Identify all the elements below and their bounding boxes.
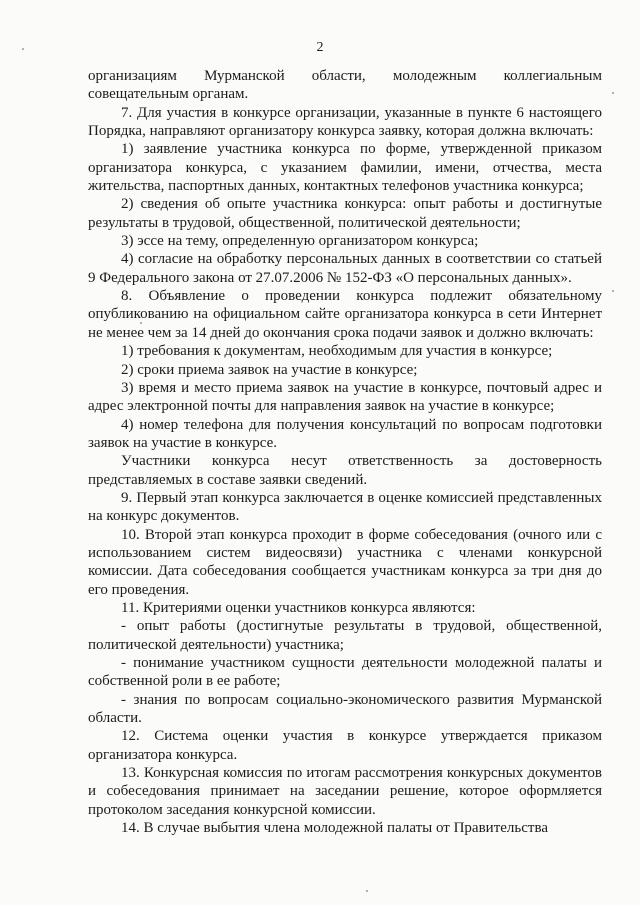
paragraph: 1) требования к документам, необходимым для участия в конкурсе; <box>121 343 553 360</box>
paragraph: 10. Второй этап конкурса проходит в форме собеседования (очного или с использованием систем видеосвязи) участника с членами конкурсной комиссии. Дата собеседования сообщается участникам конкурса за три дня до его проведения. <box>88 526 602 598</box>
paragraph: 8. Объявление о проведении конкурса подлежит обязательному опубликованию на официальном сайте организатора конкурса в сети Интернет не менее чем за 14 дней до окончания срока подачи заявок и должно включать: <box>88 288 602 341</box>
paragraph: - опыт работы (достигнутые результаты в трудовой, общественной, политической деятельности) участника; <box>88 618 602 653</box>
scan-speck <box>22 48 24 50</box>
paragraph: 3) эссе на тему, определенную организатором конкурса; <box>121 233 479 250</box>
paragraph: 3) время и место приема заявок на участие в конкурсе, почтовый адрес и адрес электронной почты для направления заявок на участие в конкурсе; <box>88 379 602 415</box>
scan-speck <box>612 92 614 94</box>
page-number: 2 <box>316 40 324 55</box>
paragraph: организациям Мурманской области, молодежным коллегиальным совещательным органам. <box>88 68 602 103</box>
paragraph: 4) номер телефона для получения консультаций по вопросам подготовки заявок на участие в конкурсе. <box>88 416 602 451</box>
paragraph: 13. Конкурсная комиссия по итогам рассмотрения конкурсных документов и собеседования принимает на заседании решение, которое оформляется протоколом заседания конкурсной комиссии. <box>88 765 602 818</box>
paragraph: - знания по вопросам социально-экономического развития Мурманской области. <box>88 691 602 727</box>
paragraph: 2) сроки приема заявок на участие в конкурсе; <box>121 361 418 378</box>
scan-speck <box>366 890 368 892</box>
paragraph: 11. Критериями оценки участников конкурса являются: <box>121 599 476 616</box>
document-body <box>88 67 602 837</box>
paragraph: 12. Система оценки участия в конкурсе утверждается приказом организатора конкурса. <box>88 728 602 763</box>
scan-speck <box>140 322 142 324</box>
paragraph: 1) заявление участника конкурса по форме, утвержденной приказом организатора конкурса, с указанием фамилии, имени, отчества, места жительства, паспортных данных, контактных телефонов участника конкурса; <box>88 141 602 195</box>
paragraph: 7. Для участия в конкурсе организации, указанные в пункте 6 настоящего Порядка, направляют организатору конкурса заявку, которая должна включать: <box>88 104 602 140</box>
paragraph: 9. Первый этап конкурса заключается в оценке комиссией представленных на конкурс документов. <box>88 489 602 525</box>
paragraph: 2) сведения об опыте участника конкурса: опыт работы и достигнутые результаты в трудовой, общественной, политической деятельности; <box>88 196 602 231</box>
paragraph: 4) согласие на обработку персональных данных в соответствии со статьей 9 Федерального закона от 27.07.2006 № 152-ФЗ «О персональных данных». <box>88 251 602 286</box>
paragraph: 14. В случае выбытия члена молодежной палаты от Правительства <box>121 820 548 837</box>
scan-speck <box>612 290 614 292</box>
paragraph: Участники конкурса несут ответственность за достоверность представляемых в составе заявки сведений. <box>88 453 602 488</box>
paragraph: - понимание участником сущности деятельности молодежной палаты и собственной роли в ее работе; <box>88 655 602 690</box>
